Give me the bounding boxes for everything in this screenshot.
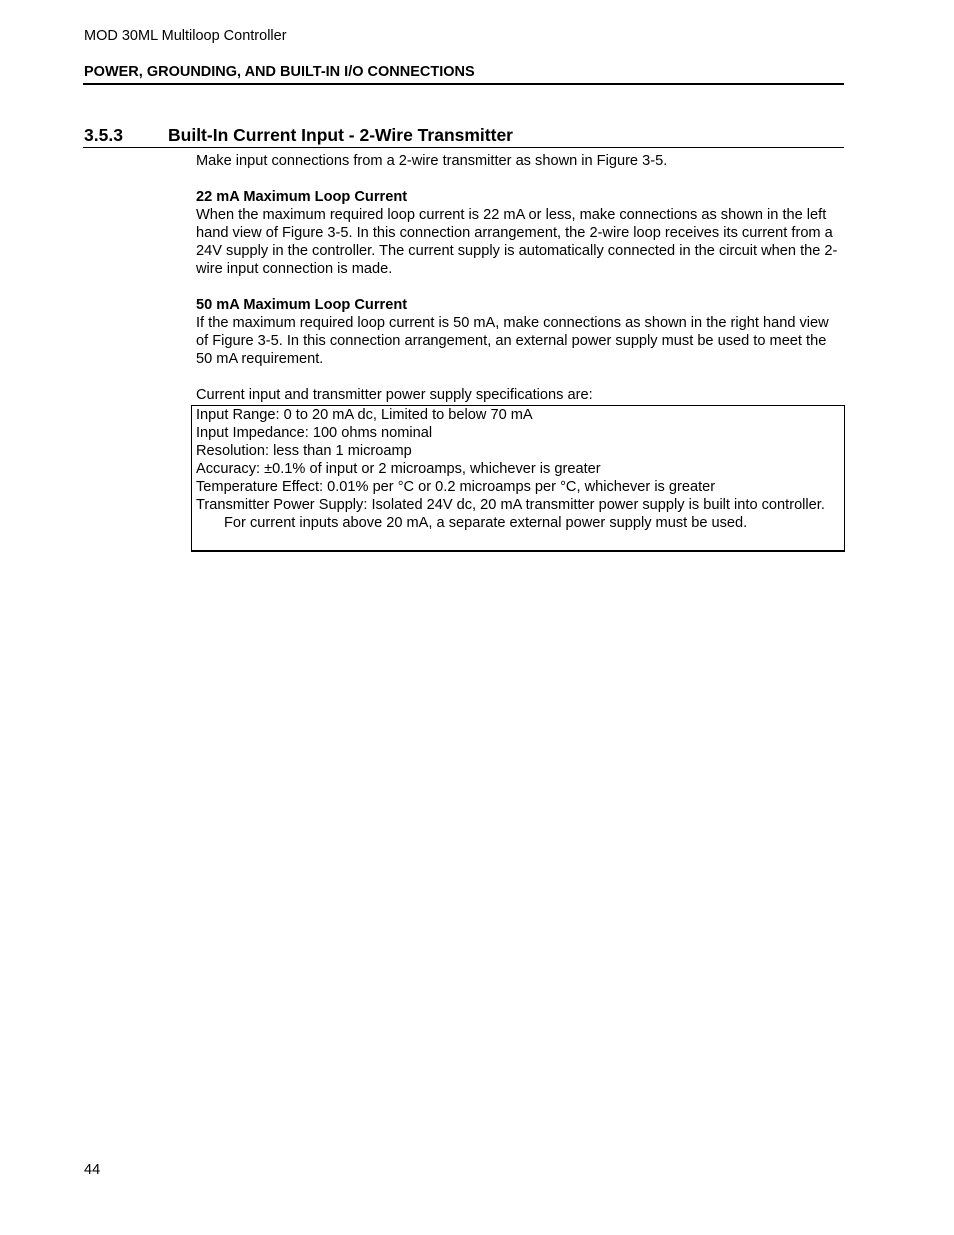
header-divider [83,83,844,85]
spec-resolution: Resolution: less than 1 microamp [196,443,412,459]
running-header-title: MOD 30ML Multiloop Controller [84,28,287,44]
spec-input-range: Input Range: 0 to 20 mA dc, Limited to below 70 mA [196,407,533,423]
subsection-paragraph: If the maximum required loop current is 50 mA, make connections as shown in the right hand view of Figure 3-5. In this connection arrangement, an external power supply must be used to meet the 50 mA requirement. [196,315,829,367]
spec-accuracy: Accuracy: ±0.1% of input or 2 microamps, whichever is greater [196,461,601,477]
subsection-50ma [196,296,844,368]
subsection-heading: 22 mA Maximum Loop Current [196,189,408,205]
intro-paragraph: Make input connections from a 2-wire transmitter as shown in Figure 3-5. [196,153,668,169]
section-heading [84,125,844,146]
specs-intro: Current input and transmitter power supply specifications are: [196,387,593,403]
subsection-paragraph: When the maximum required loop current is 22 mA or less, make connections as shown in the left hand view of Figure 3-5. In this connection arrangement, the 2-wire loop receives its current from a 24V supply in the controller. The current supply is automatically connected in the circuit when the 2-wire input connection is made. [196,207,838,277]
running-header-section: POWER, GROUNDING, AND BUILT-IN I/O CONNECTIONS [84,64,475,80]
specifications-list [196,406,836,532]
spec-temperature-effect: Temperature Effect: 0.01% per °C or 0.2 microamps per °C, whichever is greater [196,479,716,495]
section-number: 3.5.3 [84,125,123,145]
page-number: 44 [84,1162,101,1178]
section-title: Built-In Current Input - 2-Wire Transmitter [168,125,513,145]
spec-transmitter-power-supply: Transmitter Power Supply: Isolated 24V dc, 20 mA transmitter power supply is built into controller. For current inputs above 20 mA, a separate external power supply must be used. [196,497,825,531]
section-divider [83,147,844,148]
subsection-22ma [196,188,844,278]
subsection-heading: 50 mA Maximum Loop Current [196,297,408,313]
spec-input-impedance: Input Impedance: 100 ohms nominal [196,425,433,441]
